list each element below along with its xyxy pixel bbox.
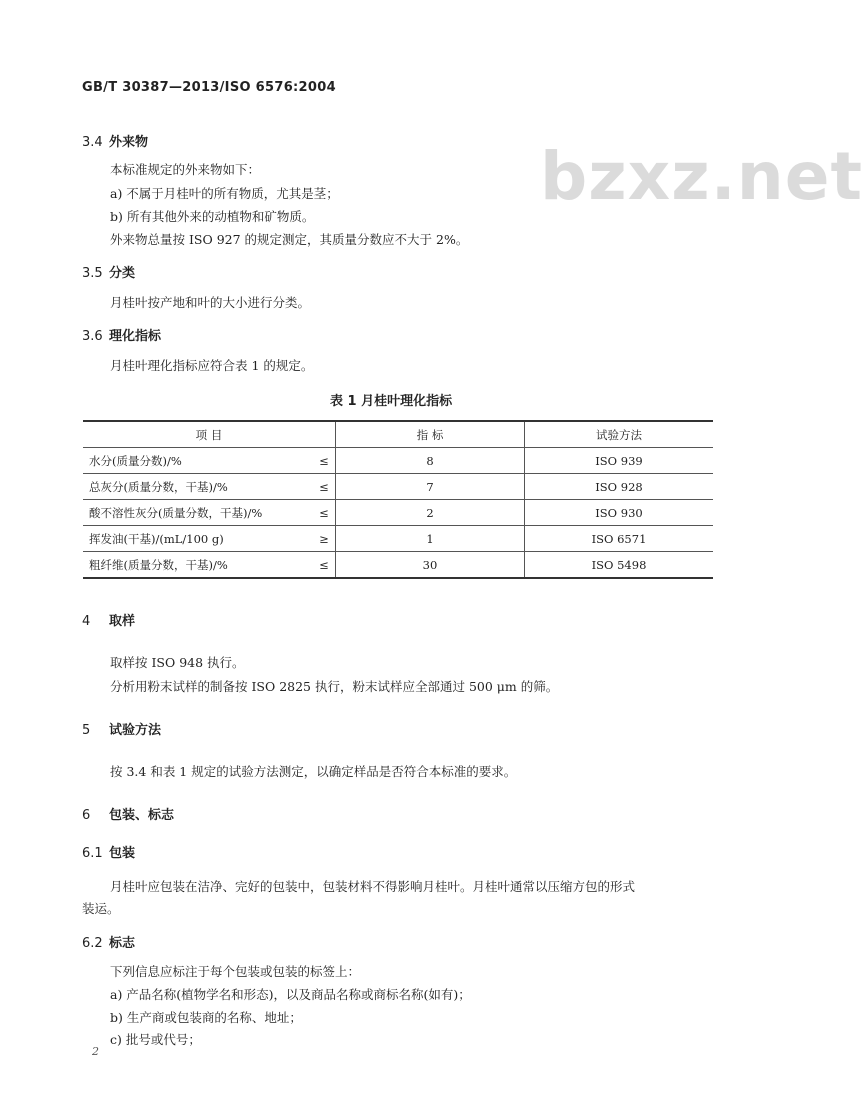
table-header-row: [83, 421, 713, 448]
section-number: 6.2: [82, 936, 103, 951]
section-title: 包装: [109, 846, 136, 861]
cell-value: 2: [336, 500, 525, 526]
paragraph-line: 下列信息应标注于每个包装或包装的标签上：: [110, 964, 361, 979]
list-item-c: c) 批号或代号；: [110, 1032, 201, 1047]
section-heading-5: [82, 719, 161, 738]
section-title: 包装、标志: [109, 808, 175, 823]
table-row: [83, 552, 713, 579]
section-number: 4: [82, 614, 91, 629]
section-heading-3-6: [82, 325, 161, 344]
cell-item: 粗纤维(质量分数，干基)/%: [83, 552, 313, 579]
cell-value: 7: [336, 474, 525, 500]
table-row: [83, 526, 713, 552]
paragraph-line: 月桂叶按产地和叶的大小进行分类。: [110, 295, 311, 310]
cell-method: ISO 928: [525, 474, 714, 500]
section-heading-6: [82, 804, 174, 823]
cell-method: ISO 930: [525, 500, 714, 526]
cell-item: 水分(质量分数)/%: [83, 448, 313, 474]
section-number: 3.6: [82, 329, 103, 344]
section-title: 试验方法: [109, 723, 162, 738]
cell-method: ISO 6571: [525, 526, 714, 552]
section-number: 6.1: [82, 846, 103, 861]
cell-symbol: ≤: [313, 552, 336, 579]
section-number: 3.4: [82, 135, 103, 150]
section-heading-3-4: [82, 131, 148, 150]
paragraph-line: 本标准规定的外来物如下：: [110, 162, 261, 177]
section-title: 分类: [109, 266, 136, 281]
column-header-method: 试验方法: [525, 421, 714, 448]
cell-symbol: ≤: [313, 448, 336, 474]
cell-symbol: ≥: [313, 526, 336, 552]
cell-item: 酸不溶性灰分(质量分数，干基)/%: [83, 500, 313, 526]
cell-value: 30: [336, 552, 525, 579]
table-row: [83, 474, 713, 500]
cell-value: 1: [336, 526, 525, 552]
cell-symbol: ≤: [313, 474, 336, 500]
table-row: [83, 500, 713, 526]
cell-symbol: ≤: [313, 500, 336, 526]
table-caption: 表 1 月桂叶理化指标: [330, 394, 453, 409]
paragraph-line: 月桂叶理化指标应符合表 1 的规定。: [110, 358, 314, 373]
paragraph-line: 取样按 ISO 948 执行。: [110, 655, 245, 670]
paragraph-line: 装运。: [82, 901, 120, 916]
section-number: 5: [82, 723, 91, 738]
paragraph-line: 按 3.4 和表 1 规定的试验方法测定，以确定样品是否符合本标准的要求。: [110, 764, 517, 779]
section-title: 标志: [109, 936, 136, 951]
cell-item: 总灰分(质量分数，干基)/%: [83, 474, 313, 500]
section-number: 3.5: [82, 266, 103, 281]
paragraph-line: 外来物总量按 ISO 927 的规定测定，其质量分数应不大于 2%。: [110, 232, 469, 247]
paragraph-line: 分析用粉末试样的制备按 ISO 2825 执行，粉末试样应全部通过 500 μm 的筛。: [110, 679, 559, 694]
section-heading-3-5: [82, 262, 135, 281]
cell-method: ISO 939: [525, 448, 714, 474]
document-header: GB/T 30387—2013/ISO 6576:2004: [82, 80, 336, 95]
cell-item: 挥发油(干基)/(mL/100 g): [83, 526, 313, 552]
column-header-item: 项 目: [83, 421, 336, 448]
cell-value: 8: [336, 448, 525, 474]
section-number: 6: [82, 808, 91, 823]
section-title: 理化指标: [109, 329, 162, 344]
list-item-b: b) 所有其他外来的动植物和矿物质。: [110, 209, 315, 224]
table-row: [83, 448, 713, 474]
paragraph-line: 月桂叶应包装在洁净、完好的包装中，包装材料不得影响月桂叶。月桂叶通常以压缩方包的形式: [110, 879, 636, 894]
section-title: 外来物: [109, 135, 149, 150]
section-heading-6-1: [82, 842, 135, 861]
column-header-value: 指 标: [336, 421, 525, 448]
list-item-a: a) 不属于月桂叶的所有物质，尤其是茎；: [110, 186, 339, 201]
list-item-a: a) 产品名称(植物学名和形态)，以及商品名称或商标名称(如有)；: [110, 987, 471, 1002]
list-item-b: b) 生产商或包装商的名称、地址；: [110, 1010, 302, 1025]
section-heading-6-2: [82, 932, 135, 951]
page-number: 2: [92, 1045, 99, 1058]
section-title: 取样: [109, 614, 136, 629]
watermark: bzxz.net: [540, 138, 863, 215]
section-heading-4: [82, 610, 135, 629]
spec-table: [83, 420, 713, 579]
cell-method: ISO 5498: [525, 552, 714, 579]
